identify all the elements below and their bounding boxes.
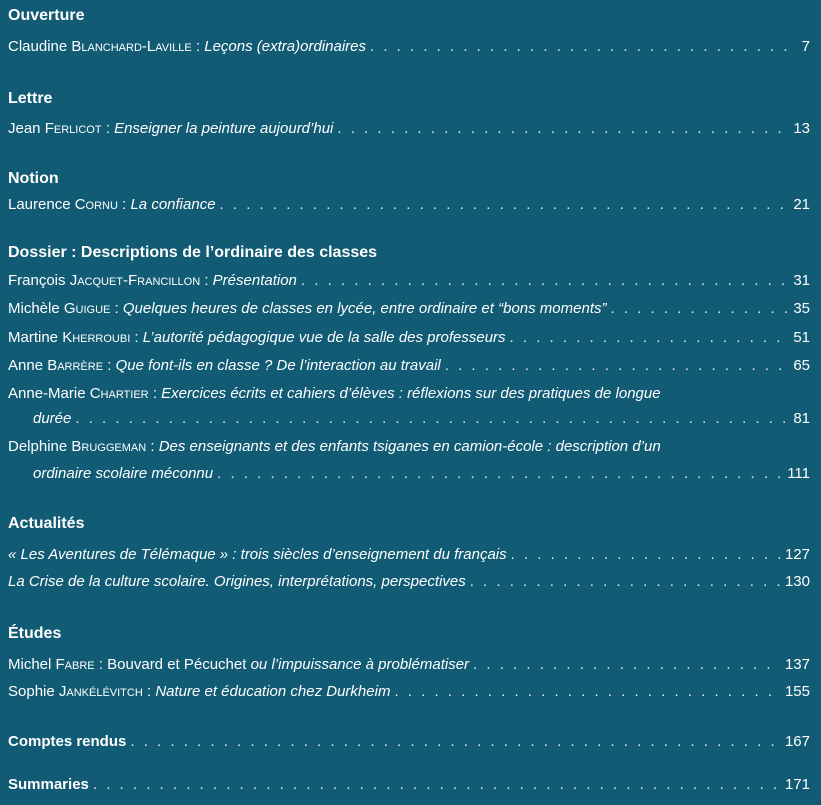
page-number: 31 xyxy=(793,272,810,289)
article-title: « Les Aventures de Télémaque » : trois siècles d’enseignement du français xyxy=(8,546,507,563)
author-last: Guigue xyxy=(63,300,111,317)
author-last: Bruggeman xyxy=(71,438,147,455)
page-number: 81 xyxy=(793,410,810,427)
author-first: Jean xyxy=(8,120,45,137)
author-last: Blanchard-Laville xyxy=(71,38,192,55)
author-last: Jankélévitch xyxy=(58,683,143,700)
entry-text xyxy=(8,194,216,216)
page-number: 171 xyxy=(784,776,810,793)
article-title-line1: Des enseignants et des enfants tsiganes en camion-école : description d’un xyxy=(158,438,661,455)
dot-leader xyxy=(511,544,781,566)
author-first: Sophie xyxy=(8,683,59,700)
section-heading-summaries: Summaries xyxy=(8,776,89,793)
page-number: 155 xyxy=(784,683,810,700)
separator: : xyxy=(148,385,162,402)
separator: : xyxy=(200,272,213,289)
section-heading-comptes-rendus: Comptes rendus xyxy=(8,733,127,750)
page-number: 137 xyxy=(784,656,810,673)
author-first: Anne-Marie xyxy=(8,385,90,402)
toc-entry[interactable] xyxy=(8,544,810,566)
dot-leader xyxy=(93,774,781,796)
dot-leader xyxy=(394,681,781,703)
page-number: 7 xyxy=(801,38,810,55)
entry-text xyxy=(8,298,606,320)
page-number: 111 xyxy=(787,465,810,482)
toc-entry[interactable] xyxy=(8,681,810,703)
toc-entry[interactable] xyxy=(8,118,810,140)
dot-leader xyxy=(301,270,789,292)
separator: : xyxy=(94,656,108,673)
article-title: Enseigner la peinture aujourd’hui xyxy=(114,120,334,137)
author-last: Cornu xyxy=(74,196,118,213)
article-title-roman: Bouvard et Pécuchet xyxy=(107,656,247,673)
toc-entry[interactable] xyxy=(8,270,810,292)
entry-text xyxy=(8,327,506,349)
section-heading-lettre: Lettre xyxy=(8,90,53,107)
separator: : xyxy=(142,683,156,700)
page-number: 51 xyxy=(793,329,810,346)
article-title: Quelques heures de classes en lycée, entre ordinaire et “bons moments” xyxy=(122,300,607,317)
author-last: Jacquet-Francillon xyxy=(69,272,201,289)
entry-text xyxy=(8,118,333,140)
entry-text xyxy=(8,36,366,58)
dot-leader xyxy=(510,327,790,349)
toc-entry-continuation[interactable] xyxy=(33,408,810,430)
page-number: 35 xyxy=(793,300,810,317)
entry-text xyxy=(8,355,441,377)
section-heading-etudes: Études xyxy=(8,625,62,642)
page-number: 130 xyxy=(784,573,810,590)
separator: : xyxy=(101,120,115,137)
article-title: La confiance xyxy=(130,196,216,213)
section-heading-ouverture: Ouverture xyxy=(8,7,85,24)
entry-text xyxy=(8,654,469,676)
toc-entry-comptes-rendus[interactable] xyxy=(8,731,810,753)
dot-leader xyxy=(445,355,790,377)
article-title: Leçons (extra)ordinaires xyxy=(204,38,366,55)
toc-entry-first-line[interactable] xyxy=(8,383,810,405)
page-number: 13 xyxy=(793,120,810,137)
dot-leader xyxy=(220,194,790,216)
separator: : xyxy=(191,38,205,55)
section-heading-notion: Notion xyxy=(8,170,59,187)
separator: : xyxy=(130,329,143,346)
toc-entry-first-line[interactable] xyxy=(8,436,810,458)
dot-leader xyxy=(473,654,781,676)
article-title-line2: ordinaire scolaire méconnu xyxy=(33,465,214,482)
article-title: Que font-ils en classe ? De l’interaction au travail xyxy=(115,357,441,374)
dot-leader xyxy=(610,298,789,320)
article-title: Présentation xyxy=(212,272,297,289)
article-title-line1: Exercices écrits et cahiers d’élèves : réflexions sur des pratiques de longue xyxy=(161,385,661,402)
toc-entry[interactable] xyxy=(8,36,810,58)
author-first: Michèle xyxy=(8,300,64,317)
section-heading-dossier: Dossier : Descriptions de l’ordinaire des classes xyxy=(8,244,378,261)
page-number: 127 xyxy=(784,546,810,563)
author-first: Claudine xyxy=(8,38,72,55)
separator: : xyxy=(146,438,159,455)
article-title: ou l’impuissance à problématiser xyxy=(246,656,470,673)
dot-leader xyxy=(470,571,781,593)
author-last: Fabre xyxy=(55,656,95,673)
dot-leader xyxy=(75,408,789,430)
author-last: Barrère xyxy=(47,357,104,374)
toc-entry[interactable] xyxy=(8,571,810,593)
author-first: François xyxy=(8,272,70,289)
section-heading-actualites: Actualités xyxy=(8,515,85,532)
page-number: 167 xyxy=(784,733,810,750)
author-first: Anne xyxy=(8,357,48,374)
page-number: 65 xyxy=(793,357,810,374)
toc-entry[interactable] xyxy=(8,298,810,320)
author-last: Ferlicot xyxy=(44,120,102,137)
toc-entry-continuation[interactable] xyxy=(33,463,810,485)
entry-text xyxy=(8,270,297,292)
separator: : xyxy=(110,300,123,317)
toc-entry[interactable] xyxy=(8,327,810,349)
toc-entry-summaries[interactable] xyxy=(8,774,810,796)
toc-entry[interactable] xyxy=(8,355,810,377)
dot-leader xyxy=(130,731,781,753)
author-first: Martine xyxy=(8,329,63,346)
dot-leader xyxy=(370,36,798,58)
article-title: Nature et éducation chez Durkheim xyxy=(155,683,391,700)
author-first: Michel xyxy=(8,656,56,673)
page-number: 21 xyxy=(793,196,810,213)
toc-entry[interactable] xyxy=(8,654,810,676)
dot-leader xyxy=(217,463,783,485)
author-last: Chartier xyxy=(89,385,149,402)
author-first: Laurence xyxy=(8,196,75,213)
entry-text xyxy=(8,681,390,703)
article-title-line2: durée xyxy=(33,410,72,427)
toc-entry[interactable] xyxy=(8,194,810,216)
article-title: La Crise de la culture scolaire. Origines, interprétations, perspectives xyxy=(8,573,466,590)
article-title: L’autorité pédagogique vue de la salle des professeurs xyxy=(142,329,506,346)
author-first: Delphine xyxy=(8,438,72,455)
separator: : xyxy=(103,357,116,374)
dot-leader xyxy=(337,118,789,140)
separator: : xyxy=(117,196,131,213)
author-last: Kherroubi xyxy=(62,329,131,346)
